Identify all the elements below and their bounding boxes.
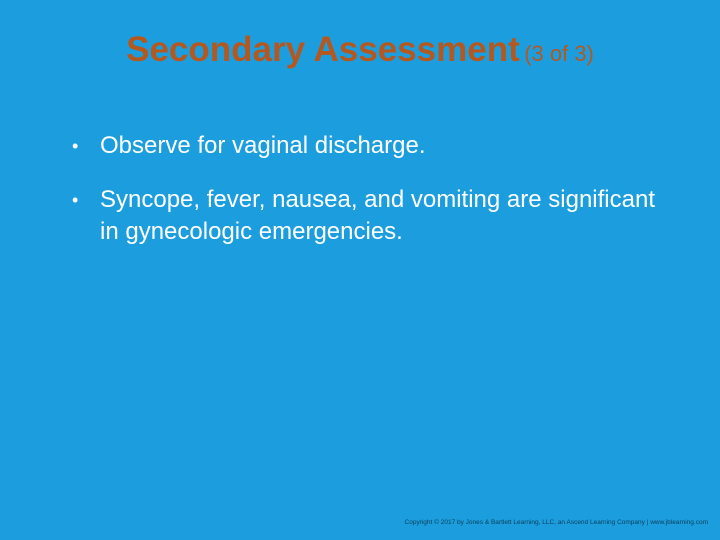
bullet-marker: •	[72, 136, 79, 156]
bullet-list	[72, 130, 672, 270]
slide-title-sub: (3 of 3)	[524, 41, 594, 66]
bullet-item	[72, 130, 672, 162]
bullet-marker: •	[72, 190, 79, 210]
bullet-text: Syncope, fever, nausea, and vomiting are significant in gynecologic emergencies.	[100, 186, 655, 245]
slide-title-main: Secondary Assessment	[126, 30, 520, 69]
bullet-item	[72, 184, 672, 248]
slide-title	[0, 30, 720, 70]
copyright-footer: Copyright © 2017 by Jones & Bartlett Learning, LLC, an Ascend Learning Company | www.jblearning.com	[404, 519, 708, 526]
bullet-text: Observe for vaginal discharge.	[100, 132, 426, 159]
